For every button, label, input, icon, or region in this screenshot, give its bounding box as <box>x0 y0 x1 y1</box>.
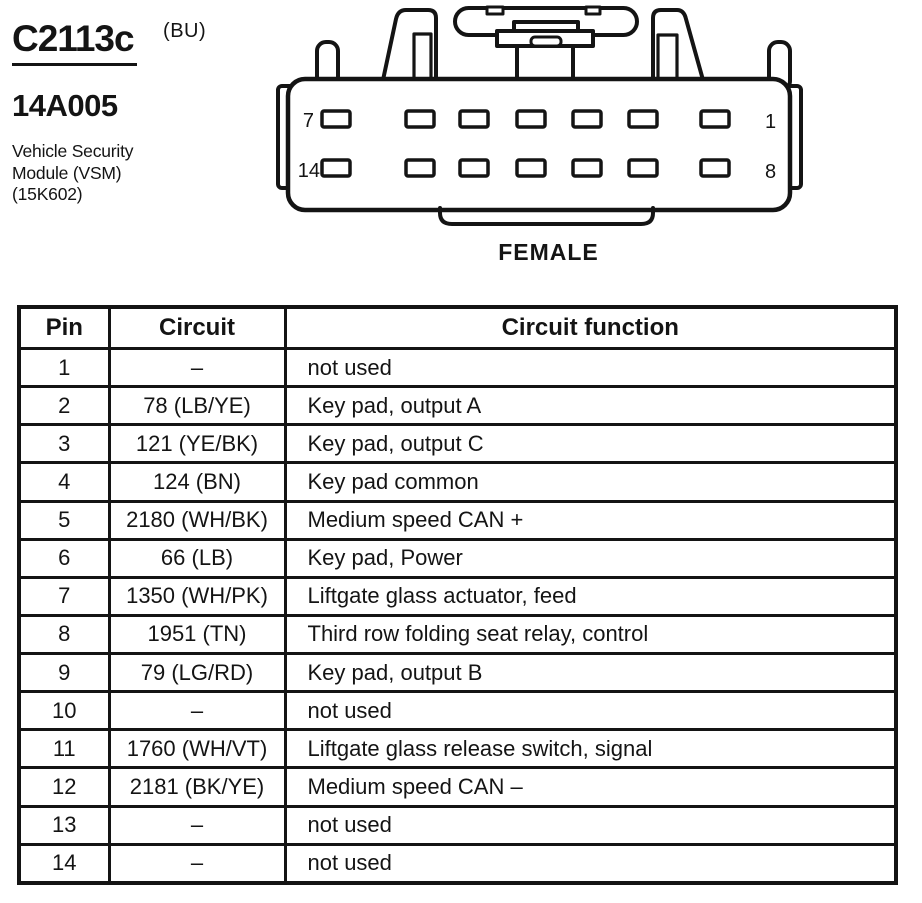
connector-gender-label: FEMALE <box>498 239 599 265</box>
circuit-cell: 124 (BN) <box>109 463 285 501</box>
pin-label-7: 7 <box>302 110 314 132</box>
circuit-function-cell: Key pad, output B <box>285 654 896 692</box>
circuit-function-cell: Medium speed CAN + <box>285 501 896 539</box>
circuit-cell: 2181 (BK/YE) <box>109 768 285 806</box>
connector-body <box>288 79 790 210</box>
circuit-cell: 1350 (WH/PK) <box>109 577 285 615</box>
pinout-table <box>17 305 898 885</box>
circuit-cell: 121 (YE/BK) <box>109 425 285 463</box>
circuit-function-cell: Liftgate glass actuator, feed <box>285 577 896 615</box>
pin-label-14: 14 <box>297 160 320 182</box>
circuit-cell: 2180 (WH/BK) <box>109 501 285 539</box>
pin-cell: 14 <box>19 844 109 883</box>
pin-cell: 3 <box>19 425 109 463</box>
table-row <box>19 349 896 387</box>
circuit-cell: 1760 (WH/VT) <box>109 730 285 768</box>
circuit-cell: 78 (LB/YE) <box>109 387 285 425</box>
circuit-function-cell: Liftgate glass release switch, signal <box>285 730 896 768</box>
component-name <box>12 141 133 206</box>
circuit-function-cell: not used <box>285 349 896 387</box>
circuit-cell: 66 (LB) <box>109 539 285 577</box>
pin-cell: 5 <box>19 501 109 539</box>
table-row <box>19 692 896 730</box>
circuit-function-cell: Key pad, Power <box>285 539 896 577</box>
table-row <box>19 463 896 501</box>
connector-id: C2113c <box>12 20 137 66</box>
table-row <box>19 501 896 539</box>
pin-cell: 11 <box>19 730 109 768</box>
connector-color-code: (BU) <box>163 20 207 42</box>
column-header-pin: Pin <box>19 307 109 349</box>
left-wedge-latch <box>383 10 436 80</box>
pin-cell: 8 <box>19 615 109 653</box>
table-row <box>19 806 896 844</box>
circuit-function-cell: not used <box>285 844 896 883</box>
circuit-function-cell: Third row folding seat relay, control <box>285 615 896 653</box>
pin-label-8: 8 <box>765 161 777 183</box>
pin-cell: 1 <box>19 349 109 387</box>
column-header-circuit: Circuit <box>109 307 285 349</box>
circuit-function-cell: Key pad, output C <box>285 425 896 463</box>
table-row <box>19 768 896 806</box>
table-row <box>19 730 896 768</box>
circuit-function-cell: Key pad, output A <box>285 387 896 425</box>
circuit-cell: – <box>109 806 285 844</box>
pin-cell: 2 <box>19 387 109 425</box>
connector-face-diagram <box>270 0 810 232</box>
table-row <box>19 654 896 692</box>
pin-label-1: 1 <box>765 111 777 133</box>
table-row <box>19 844 896 883</box>
header-row <box>19 307 896 349</box>
pin-cell: 10 <box>19 692 109 730</box>
circuit-cell: – <box>109 692 285 730</box>
circuit-cell: – <box>109 349 285 387</box>
circuit-function-cell: Medium speed CAN – <box>285 768 896 806</box>
circuit-cell: – <box>109 844 285 883</box>
pin-cell: 12 <box>19 768 109 806</box>
circuit-cell: 79 (LG/RD) <box>109 654 285 692</box>
pin-cell: 4 <box>19 463 109 501</box>
component-name-line1: Vehicle Security <box>12 141 134 161</box>
table-row <box>19 539 896 577</box>
connector-id-row <box>12 20 206 66</box>
circuit-cell: 1951 (TN) <box>109 615 285 653</box>
column-header-circuit-function: Circuit function <box>285 307 896 349</box>
table-row <box>19 577 896 615</box>
circuit-function-cell: not used <box>285 692 896 730</box>
pin-cell: 13 <box>19 806 109 844</box>
circuit-function-cell: Key pad common <box>285 463 896 501</box>
pin-cell: 6 <box>19 539 109 577</box>
part-number: 14A005 <box>12 88 118 123</box>
pin-cell: 9 <box>19 654 109 692</box>
table-row <box>19 387 896 425</box>
component-name-line3: (15K602) <box>12 184 83 204</box>
table-row <box>19 615 896 653</box>
pin-cell: 7 <box>19 577 109 615</box>
table-row <box>19 425 896 463</box>
circuit-function-cell: not used <box>285 806 896 844</box>
component-name-line2: Module (VSM) <box>12 162 122 183</box>
